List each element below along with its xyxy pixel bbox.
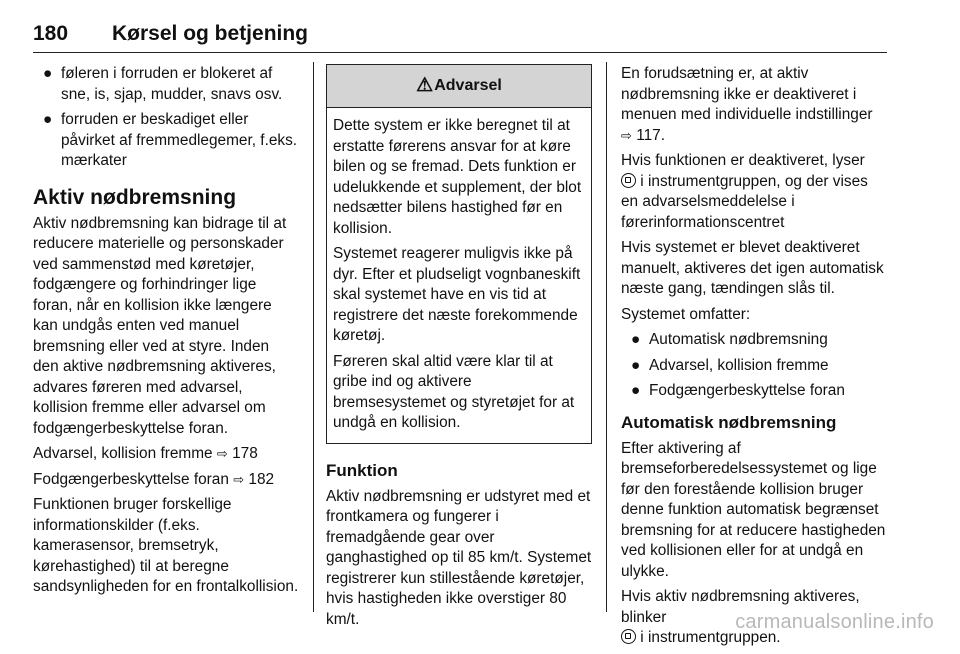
page-number: 180 [33, 22, 69, 45]
section-title: Kørsel og betjening [112, 22, 309, 45]
list-item [621, 330, 889, 351]
list-item [33, 110, 299, 172]
body-paragraph: Funktionen bruger forskellige informationskilder (f.eks. kamerasensor, bremsetryk, kørehastighed) til at beregne sandsynligheden for en frontalkollision. [33, 496, 299, 595]
bullet-icon: ● [43, 65, 53, 82]
list-item-text: Fodgængerbeskyttelse foran [649, 382, 845, 399]
body-paragraph: Hvis systemet er blevet deaktiveret manuelt, aktiveres det igen automatisk næste gang, tændingen slås til. [621, 239, 884, 297]
body-paragraph: Aktiv nødbremsning er udstyret med et frontkamera og fungerer i fremadgående gear over ganghastighed op til 85 km/t. Systemet registrerer kun stillestående køretøjer, hvis hastigheden ikke overstiger 80 km/t. [326, 487, 592, 628]
warning-box [326, 64, 592, 444]
cross-reference-page: 182 [248, 470, 275, 488]
column-divider-left [313, 62, 314, 612]
warning-triangle-icon: ⚠ [416, 75, 434, 96]
section-heading: Aktiv nødbremsning [33, 185, 237, 209]
bullet-icon: ● [631, 356, 641, 374]
warning-header [327, 65, 591, 108]
list-item [621, 381, 889, 402]
page-reference-arrow-icon: ⇨ [216, 446, 228, 461]
body-paragraph [621, 64, 889, 146]
left-column [33, 64, 299, 603]
cross-reference-page: 178 [232, 445, 258, 462]
list-item [33, 64, 299, 105]
cross-reference[interactable] [33, 470, 299, 491]
brake-control-lamp-icon [621, 173, 636, 188]
warning-body [327, 108, 591, 443]
warning-paragraph: Føreren skal altid være klar til at gribe ind og aktivere bremsesystemet og styretøjet for at undgå en kollision. [333, 352, 575, 431]
cross-reference[interactable] [33, 444, 299, 465]
bullet-icon: ● [43, 111, 53, 128]
list-item-text: forruden er beskadiget eller påvirket af fremmedlegemer, f.eks. mærkater [61, 111, 298, 169]
bullet-icon: ● [631, 382, 641, 399]
paragraph-text: En forudsætning er, at aktiv nødbremsning ikke er deaktiveret i menuen med individuelle indstillinger [621, 65, 873, 123]
page-reference-arrow-icon: ⇨ [233, 471, 245, 487]
page-header [33, 22, 887, 53]
body-paragraph: Systemet omfatter: [621, 305, 751, 323]
list-item-text: Automatisk nødbremsning [649, 331, 828, 348]
warning-paragraph: Systemet reagerer muligvis ikke på dyr. Efter et pludseligt vognbaneskift skal systemet have en vis tid at registrere det næste forekommende køretøj. [333, 245, 581, 344]
bullet-icon: ● [631, 331, 641, 348]
list-item [621, 356, 889, 377]
warning-paragraph: Dette system er ikke beregnet til at erstatte førerens ansvar for at køre bilen og se fremad. Dets funktion er udelukkende et supplement, der blot nedsætter bilens hastighed før en kollision. [333, 117, 582, 237]
cross-reference-text: Fodgængerbeskyttelse foran [33, 470, 229, 488]
right-column [621, 64, 889, 654]
page-reference-arrow-icon: ⇨ [621, 127, 632, 143]
paragraph-text: Hvis funktionen er deaktiveret, lyser [621, 152, 865, 169]
cross-reference-text: Advarsel, kollision fremme [33, 445, 213, 462]
watermark: carmanualsonline.info [735, 611, 934, 633]
list-item-text: føleren i forruden er blokeret af sne, is, sjap, mudder, snavs osv. [61, 65, 283, 103]
middle-column [326, 64, 592, 635]
paragraph-text: i instrumentgruppen. [640, 629, 781, 646]
body-paragraph: Efter aktivering af bremseforberedelsessystemet og lige før den forestående kollision bruger denne funktion automatisk begrænset bremsning for at reducere hastigheden ved kollisionen eller for at undgå en ulykke. [621, 439, 886, 580]
section-heading: Automatisk nødbremsning [621, 412, 837, 432]
paragraph-text: i instrumentgruppen, og der vises en advarselsmeddelelse i førerinformationscentret [621, 172, 868, 231]
warning-title: Advarsel [434, 77, 502, 94]
intro-paragraph: Aktiv nødbremsning kan bidrage til at reducere materielle og personskader ved sammenstød med køretøjer, fodgængere og forhindringer lige foran, når en kollision ikke længere kan undgås enten ved manuel bremsning eller ved at styre. Inden den aktive nødbremsning aktiveres, advares føreren med advarsel, kollision fremme eller advarsel om fodgængerbeskyttelse foran. [33, 214, 287, 437]
section-heading: Funktion [326, 460, 398, 480]
list-item-text: Advarsel, kollision fremme [649, 356, 829, 374]
cross-reference-page[interactable]: 117. [636, 126, 665, 144]
body-paragraph [621, 151, 889, 233]
column-divider-right [606, 62, 607, 612]
paragraph-text: Hvis aktiv nødbremsning aktiveres, blinker [621, 588, 860, 626]
